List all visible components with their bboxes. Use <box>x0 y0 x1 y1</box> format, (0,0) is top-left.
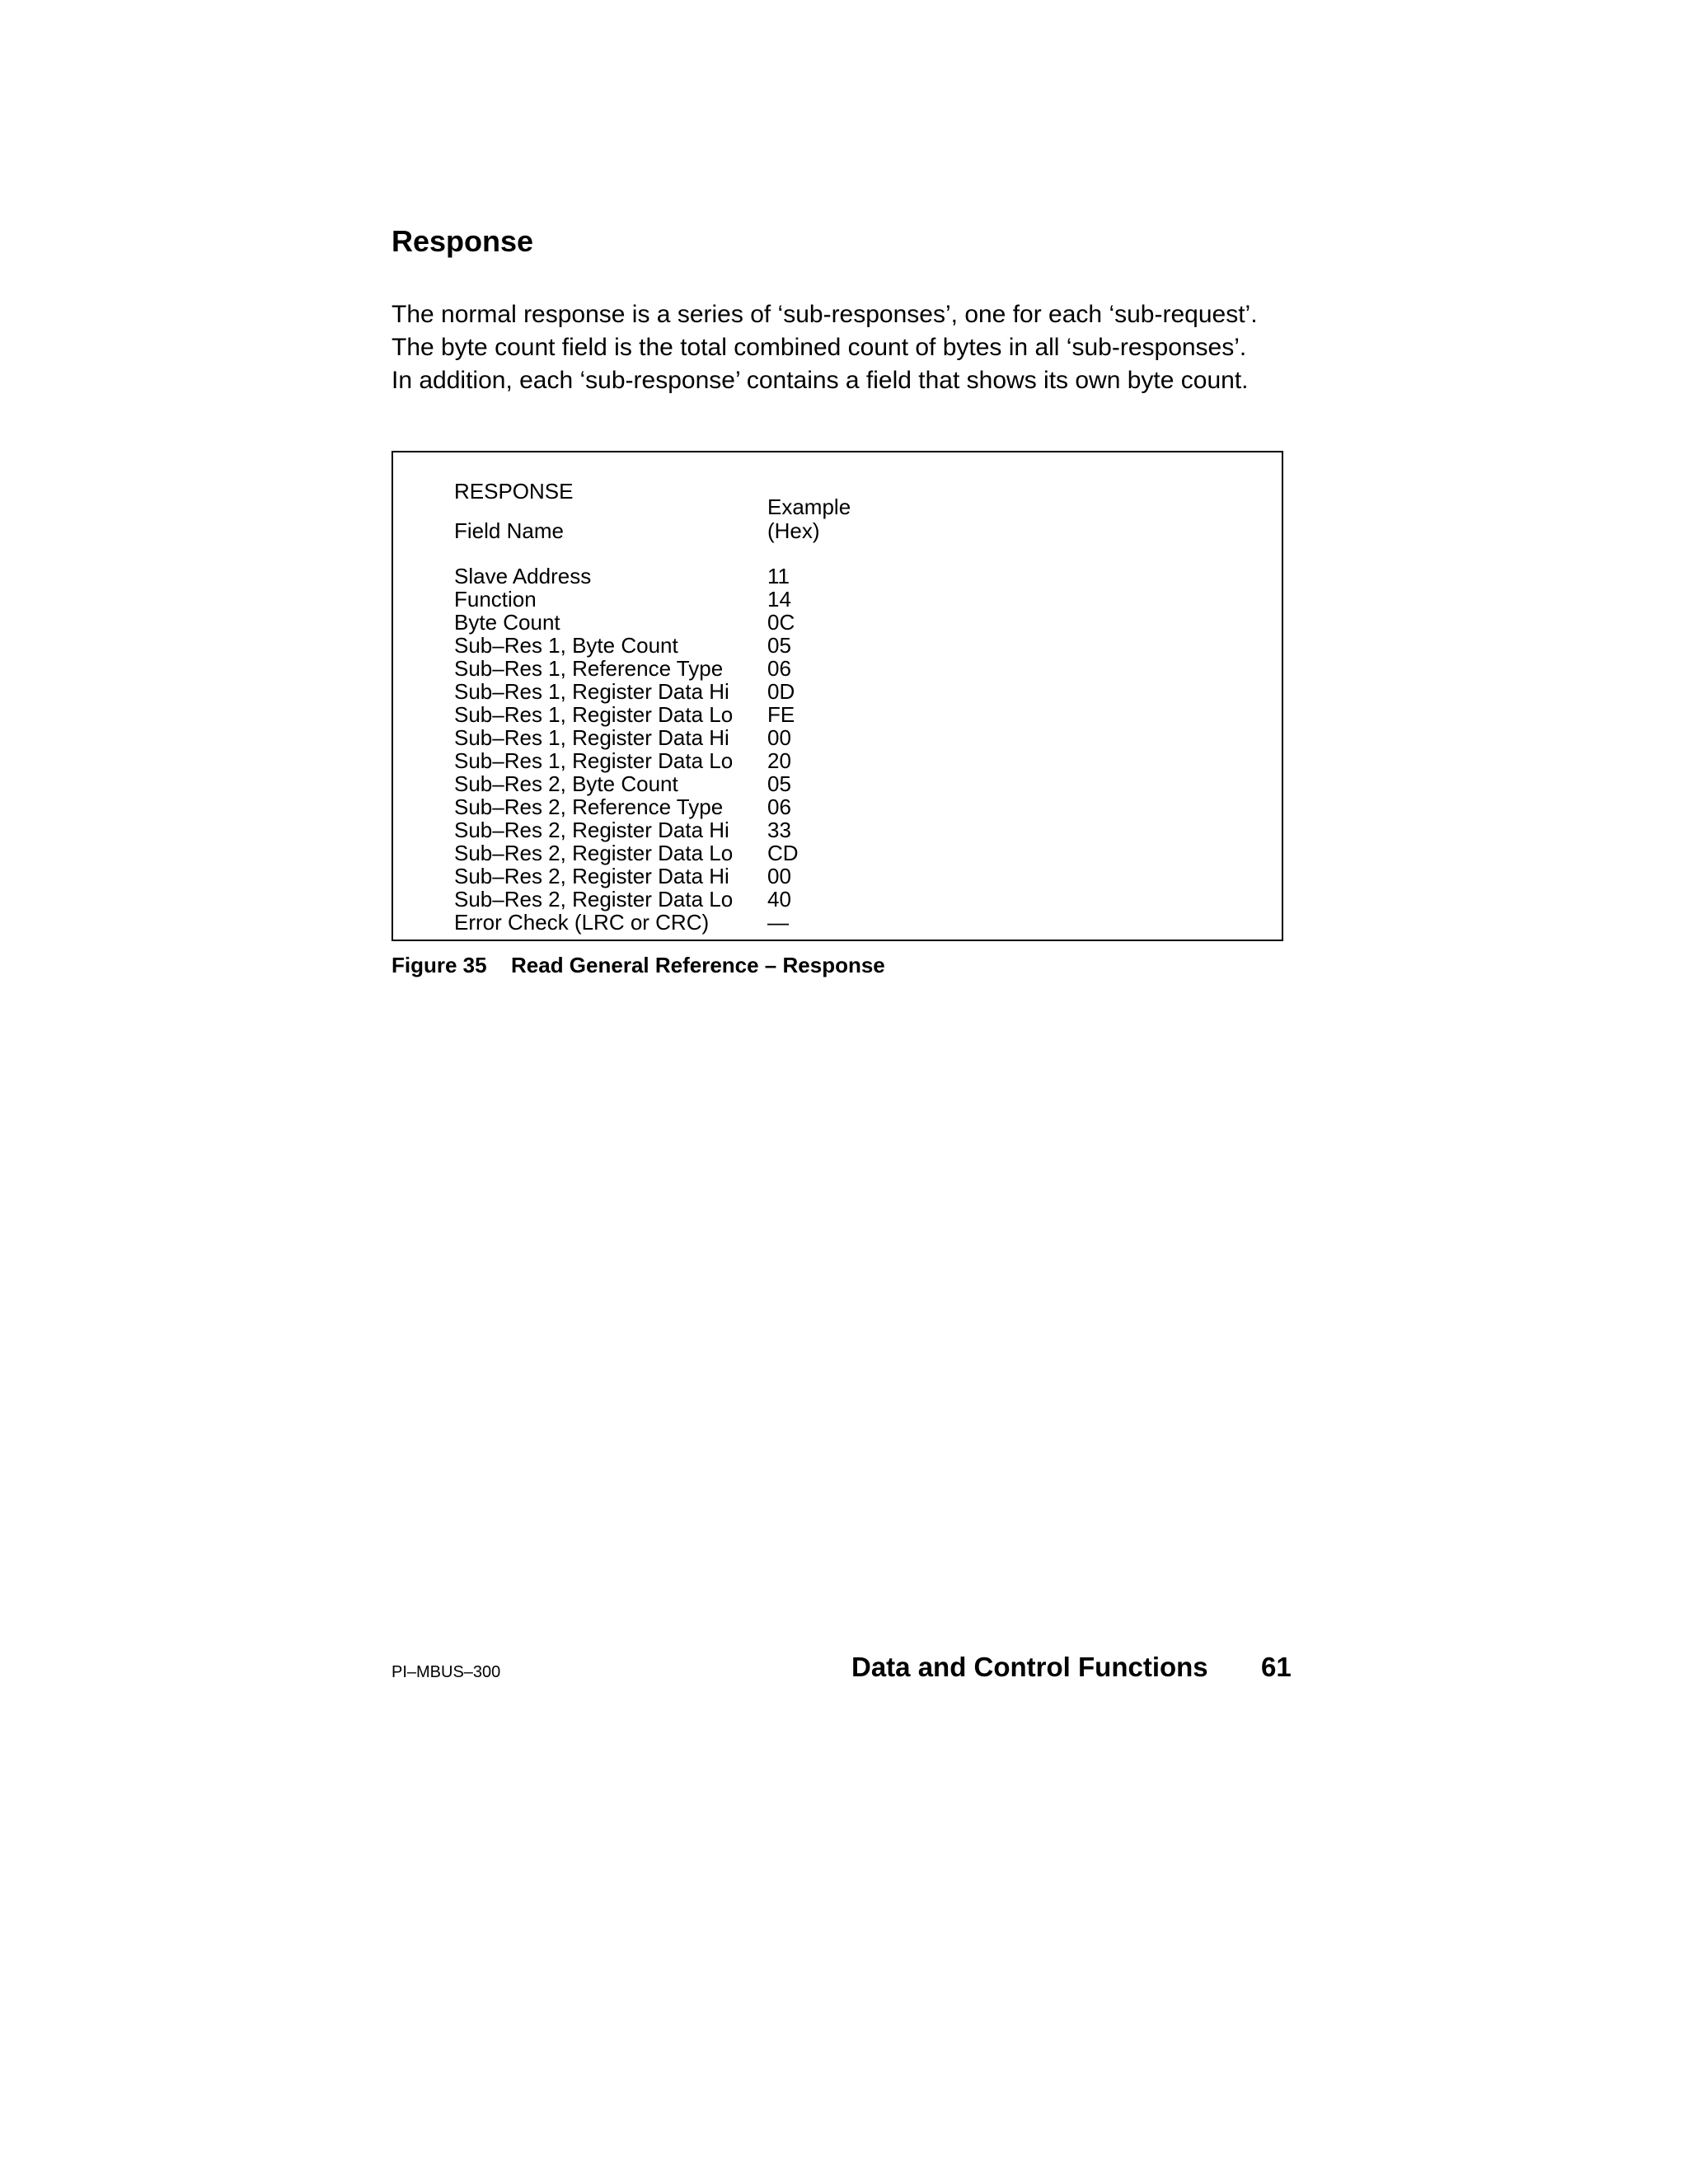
example-hex-cell: 05 <box>767 771 791 796</box>
table-row <box>454 657 799 680</box>
table-row <box>454 726 799 749</box>
field-name-cell: Sub–Res 2, Register Data Lo <box>454 887 734 912</box>
example-hex-cell: 14 <box>767 587 791 612</box>
example-hex-cell: 06 <box>767 656 791 681</box>
example-hex-cell: FE <box>767 702 795 727</box>
header-response: RESPONSE <box>454 479 574 504</box>
table-row <box>454 818 799 841</box>
header-hex: (Hex) <box>767 518 820 543</box>
table-row <box>454 911 799 934</box>
field-name-cell: Sub–Res 2, Byte Count <box>454 771 678 796</box>
table-row <box>454 749 799 772</box>
section-heading: Response <box>392 224 534 258</box>
table-row <box>454 841 799 865</box>
table-row <box>454 611 799 634</box>
paragraph-line: The byte count field is the total combined count of bytes in all ‘sub-responses’. <box>392 334 1247 361</box>
body-paragraph <box>392 298 1331 397</box>
field-name-cell: Sub–Res 1, Register Data Lo <box>454 748 734 773</box>
response-figure-box <box>392 451 1283 941</box>
footer-doc-id: PI–MBUS–300 <box>392 1663 501 1681</box>
example-hex-cell: 00 <box>767 864 791 888</box>
field-name-cell: Sub–Res 1, Register Data Hi <box>454 679 729 704</box>
table-row <box>454 565 799 588</box>
field-name-cell: Slave Address <box>454 564 592 588</box>
field-name-cell: Sub–Res 2, Register Data Lo <box>454 841 734 865</box>
table-row <box>454 772 799 795</box>
header-field-name: Field Name <box>454 518 564 543</box>
table-row <box>454 703 799 726</box>
page-number: 61 <box>1261 1652 1292 1682</box>
example-hex-cell: 11 <box>767 564 790 588</box>
field-name-cell: Sub–Res 2, Reference Type <box>454 794 724 819</box>
figure-number: Figure 35 <box>392 953 487 977</box>
example-hex-cell: 40 <box>767 887 791 912</box>
field-name-cell: Byte Count <box>454 610 560 635</box>
figure-title: Read General Reference – Response <box>511 953 885 977</box>
example-hex-cell: 05 <box>767 633 791 658</box>
field-name-cell: Sub–Res 2, Register Data Hi <box>454 818 729 842</box>
field-name-cell: Error Check (LRC or CRC) <box>454 910 710 935</box>
table-row <box>454 634 799 657</box>
example-hex-cell: CD <box>767 841 799 865</box>
field-name-cell: Sub–Res 1, Byte Count <box>454 633 678 658</box>
table-row <box>454 865 799 888</box>
field-name-cell: Sub–Res 1, Register Data Lo <box>454 702 734 727</box>
field-rows <box>454 565 799 934</box>
example-hex-cell: 0C <box>767 610 795 635</box>
field-name-cell: Function <box>454 587 537 612</box>
field-name-cell: Sub–Res 2, Register Data Hi <box>454 864 729 888</box>
field-name-cell: Sub–Res 1, Reference Type <box>454 656 724 681</box>
paragraph-line: In addition, each ‘sub-response’ contains a field that shows its own byte count. <box>392 367 1249 394</box>
example-hex-cell: 0D <box>767 679 795 704</box>
footer-section-title: Data and Control Functions <box>851 1652 1208 1682</box>
example-hex-cell: 06 <box>767 794 791 819</box>
figure-caption <box>392 953 885 978</box>
header-example: Example <box>767 494 851 519</box>
paragraph-line: The normal response is a series of ‘sub-responses’, one for each ‘sub-request’. <box>392 301 1258 328</box>
example-hex-cell: 00 <box>767 725 791 750</box>
example-hex-cell: — <box>767 910 789 935</box>
table-row <box>454 795 799 818</box>
table-row <box>454 888 799 911</box>
example-hex-cell: 20 <box>767 748 791 773</box>
field-name-cell: Sub–Res 1, Register Data Hi <box>454 725 729 750</box>
table-row <box>454 588 799 611</box>
table-row <box>454 680 799 703</box>
example-hex-cell: 33 <box>767 818 791 842</box>
